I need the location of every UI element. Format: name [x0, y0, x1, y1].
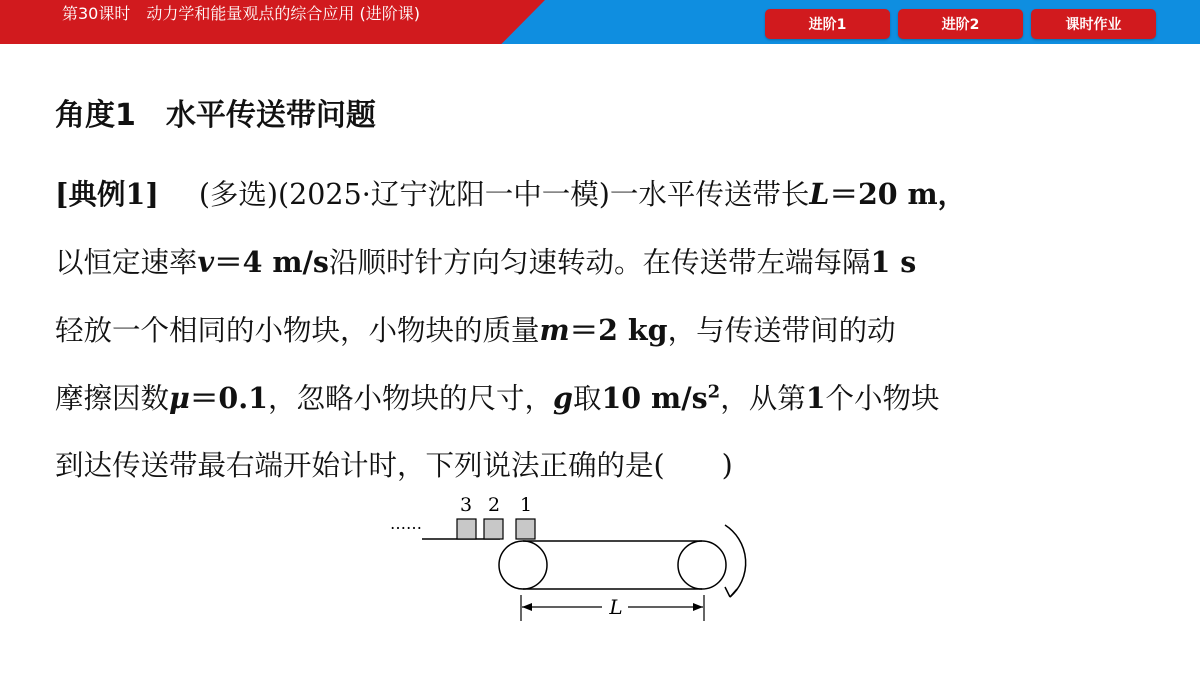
nav-button-advanced-1[interactable]: 进阶1	[765, 9, 890, 39]
problem-line-2	[55, 228, 1160, 296]
symbol-v: v	[197, 245, 215, 279]
problem-prefix: (多选)(2025·辽宁沈阳一中一模)一水平传送带长	[198, 178, 810, 211]
block-label-1: 1	[519, 494, 533, 516]
rotation-arrow-head	[725, 587, 737, 597]
conveyor-belt-diagram	[380, 485, 800, 635]
length-label: L	[609, 595, 623, 619]
problem-line-1	[55, 160, 1160, 228]
ellipsis-dots: ……	[390, 514, 422, 533]
block-label-2: 2	[487, 494, 501, 516]
symbol-m: m	[539, 313, 570, 347]
value-mu: ＝0.1	[189, 381, 268, 415]
block-2	[484, 519, 503, 539]
nav-button-homework[interactable]: 课时作业	[1031, 9, 1156, 39]
text-segment: ，忽略小物块的尺寸，	[267, 382, 553, 415]
value-g: 10 m/s	[601, 381, 708, 415]
text-segment: 沿顺时针方向匀速转动。在传送带左端每隔	[328, 246, 871, 279]
text-segment: 个小物块	[825, 382, 940, 415]
example-tag: [典例1]	[55, 177, 159, 211]
text-segment: ，与传送带间的动	[667, 314, 896, 347]
problem-text	[55, 160, 1160, 500]
value-v: ＝4 m/s	[214, 245, 329, 279]
symbol-g: g	[553, 381, 573, 415]
section-title: 角度1 水平传送带问题	[55, 98, 376, 133]
value-m: ＝2 kg	[569, 313, 668, 347]
block-label-3: 3	[459, 494, 473, 516]
value-L: ＝20 m，	[829, 177, 967, 211]
value-interval: 1 s	[870, 245, 917, 279]
lesson-title: 第30课时 动力学和能量观点的综合应用 (进阶课)	[62, 4, 420, 23]
text-segment: 摩擦因数	[55, 382, 170, 415]
rotation-arrow-arc	[725, 525, 746, 597]
problem-line-3	[55, 296, 1160, 364]
text-segment: 轻放一个相同的小物块，小物块的质量	[55, 314, 540, 347]
text-segment: 取	[572, 382, 602, 415]
top-bar	[0, 0, 1200, 44]
dimension-arrow-left	[522, 603, 532, 611]
block-3	[457, 519, 476, 539]
symbol-L: L	[809, 177, 830, 211]
problem-line-4	[55, 364, 1160, 432]
left-pulley	[499, 541, 547, 589]
symbol-mu: μ	[169, 381, 190, 415]
value-first: 1	[805, 381, 826, 415]
right-pulley	[678, 541, 726, 589]
text-segment: 到达传送带最右端开始计时，下列说法正确的是( )	[55, 449, 733, 482]
block-1	[516, 519, 535, 539]
value-g-exponent: 2	[707, 381, 721, 403]
nav-button-advanced-2[interactable]: 进阶2	[898, 9, 1023, 39]
dimension-arrow-right	[693, 603, 703, 611]
text-segment: 以恒定速率	[55, 246, 198, 279]
text-segment: ，从第	[720, 382, 806, 415]
